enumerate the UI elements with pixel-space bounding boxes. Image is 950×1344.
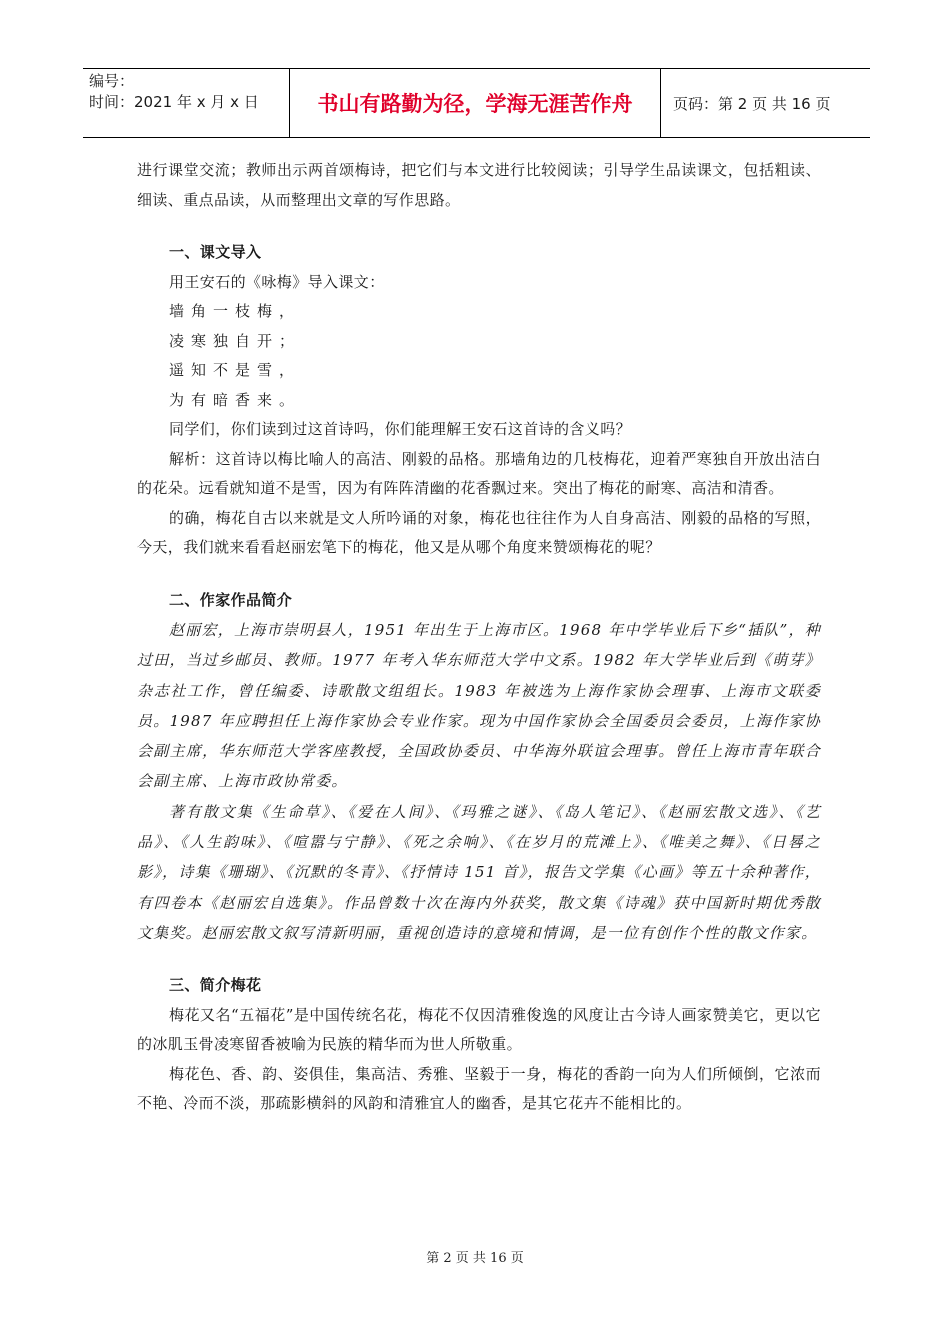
page-header <box>83 68 870 138</box>
poem-line: 为有暗香来。 <box>169 390 302 409</box>
section-heading-intro: 一、课文导入 <box>169 243 262 261</box>
poem-lead: 用王安石的《咏梅》导入课文： <box>169 272 385 291</box>
document-number-label: 编号： <box>89 72 135 90</box>
intro-paragraph: 进行课堂交流；教师出示两首颂梅诗，把它们与本文进行比较阅读；引导学生品读课文，包括粗读、细读、重点品读，从而整理出文章的写作思路。 <box>137 161 821 209</box>
author-works-paragraph: 著有散文集《生命草》、《爱在人间》、《玛雅之谜》、《岛人笔记》、《赵丽宏散文选》、《艺品》、《人生韵味》、《喧嚣与宁静》、《死之余响》、《在岁月的荒滩上》、《唯美之舞》、《日晷之影》，诗集《珊瑚》、《沉默的冬青》、《抒情诗 151 首》，报告文学集《心画》等五十余种著作，有四卷本《赵丽宏自选集》。作品曾数十次在海内外获奖，散文集《诗魂》获中国新时期优秀散文集奖。赵丽宏散文叙写清新明丽，重视创造诗的意境和情调，是一位有创作个性的散文作家。 <box>137 802 821 942</box>
analysis-paragraph: 解析：这首诗以梅比喻人的高洁、刚毅的品格。那墙角边的几枝梅花，迎着严寒独自开放出洁白的花朵。远看就知道不是雪，因为有阵阵清幽的花香飘过来。突出了梅花的耐寒、高洁和清香。 <box>137 449 821 497</box>
poem-line: 凌寒独自开； <box>169 331 302 350</box>
transition-paragraph: 的确，梅花自古以来就是文人所吟诵的对象，梅花也往往作为人自身高洁、刚毅的品格的写照，今天，我们就来看看赵丽宏笔下的梅花，他又是从哪个角度来赞颂梅花的呢？ <box>137 508 821 556</box>
question-paragraph: 同学们，你们读到过这首诗吗，你们能理解王安石这首诗的含义吗？ <box>169 420 632 438</box>
document-date: 时间：2021 年 x 月 x 日 <box>89 93 259 111</box>
plum-paragraph: 梅花色、香、韵、姿俱佳，集高洁、秀雅、坚毅于一身，梅花的香韵一向为人们所倾倒，它浓而不艳、冷而不淡，那疏影横斜的风韵和清雅宜人的幽香，是其它花卉不能相比的。 <box>137 1064 821 1113</box>
document-body <box>137 156 821 1119</box>
page-footer: 第 2 页 共 16 页 <box>426 1251 524 1266</box>
section-heading-author: 二、作家作品简介 <box>169 590 293 609</box>
poem-line: 遥知不是雪， <box>169 361 302 379</box>
poem-line: 墙角一枝梅， <box>169 302 302 320</box>
author-bio-paragraph: 赵丽宏，上海市崇明县人，1951 年出生于上海市区。1968 年中学毕业后下乡“插队”，种过田，当过乡邮员、教师。1977 年考入华东师范大学中文系。1982 年大学毕业后到《萌芽》杂志社工作，曾任编委、诗歌散文组组长。1983 年被选为上海作家协会理事、上海市文联委员。1987 年应聘担任上海作家协会专业作家。现为中国作家协会全国委员会委员，上海作家协会副主席，华东师范大学客座教授，全国政协委员、中华海外联谊会理事。曾任上海市青年联合会副主席、上海市政协常委。 <box>137 621 821 791</box>
header-meta <box>83 69 290 137</box>
header-page-info: 页码：第 2 页 共 16 页 <box>673 94 831 113</box>
plum-paragraph: 梅花又名“五福花”是中国传统名花，梅花不仅因清雅俊逸的风度让古今诗人画家赞美它，更以它的冰肌玉骨凌寒留香被喻为民族的精华而为世人所敬重。 <box>137 1005 821 1054</box>
header-motto: 书山有路勤为径，学海无涯苦作舟 <box>290 69 661 137</box>
section-heading-plum: 三、简介梅花 <box>169 976 262 995</box>
